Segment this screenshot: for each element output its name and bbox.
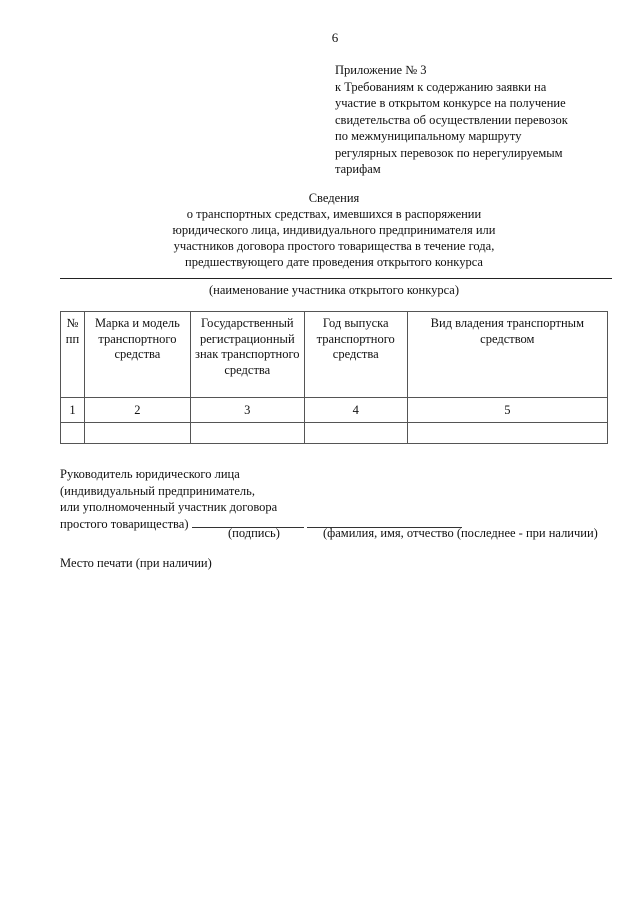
participant-name-line: [60, 278, 612, 279]
heading-line: юридического лица, индивидуального предпринимателя или: [172, 223, 496, 237]
header-ownership-type: Вид владения транспортным средством: [407, 312, 607, 398]
table-row: [61, 398, 608, 423]
column-number: 1: [61, 398, 85, 423]
appendix-line: тарифам: [335, 162, 381, 176]
page-number: 6: [331, 30, 339, 45]
signature-line: или уполномоченный участник договора: [60, 500, 278, 514]
empty-cell: [407, 423, 607, 444]
appendix-line: регулярных перевозок по нерегулируемым: [335, 145, 563, 160]
appendix-line: участие в открытом конкурсе на получение: [335, 96, 566, 110]
heading-title: Сведения: [308, 191, 360, 205]
appendix-line: к Требованиям к содержанию заявки на: [335, 79, 547, 94]
table-row: [61, 423, 608, 444]
appendix-line: свидетельства об осуществлении перевозок: [335, 112, 568, 127]
heading-line: о транспортных средствах, имевшихся в распоряжении: [186, 207, 482, 221]
document-heading: [0, 190, 640, 270]
header-year: Год выпуска транспортного средства: [304, 312, 407, 398]
column-number: 5: [407, 398, 607, 423]
vehicles-table: [60, 311, 608, 444]
column-number: 4: [304, 398, 407, 423]
header-registration-plate: Государственный регистрационный знак транспортного средства: [190, 312, 304, 398]
full-name-caption: (фамилия, имя, отчество (последнее - при наличии): [323, 526, 598, 540]
signature-caption: (подпись): [228, 526, 280, 540]
signature-line: простого товарищества): [60, 516, 189, 531]
participant-caption: (наименование участника открытого конкурса): [208, 283, 460, 297]
table-header-row: [61, 312, 608, 398]
stamp-place: Место печати (при наличии): [60, 556, 212, 570]
column-number: 3: [190, 398, 304, 423]
empty-cell: [304, 423, 407, 444]
empty-cell: [84, 423, 190, 444]
appendix-line: Приложение № 3: [335, 63, 427, 77]
signature-line: (индивидуальный предприниматель,: [60, 483, 255, 498]
header-number: № пп: [61, 312, 85, 398]
empty-cell: [190, 423, 304, 444]
header-make-model: Марка и модель транспортного средства: [84, 312, 190, 398]
heading-line: участников договора простого товарищества в течение года,: [173, 239, 495, 253]
signature-block: [60, 466, 462, 532]
signature-line: Руководитель юридического лица: [60, 467, 240, 481]
appendix-line: по межмуниципальному маршруту: [335, 129, 522, 143]
column-number: 2: [84, 398, 190, 423]
empty-cell: [61, 423, 85, 444]
appendix-block: [335, 62, 568, 178]
heading-line: предшествующего дате проведения открытого конкурса: [185, 255, 483, 269]
